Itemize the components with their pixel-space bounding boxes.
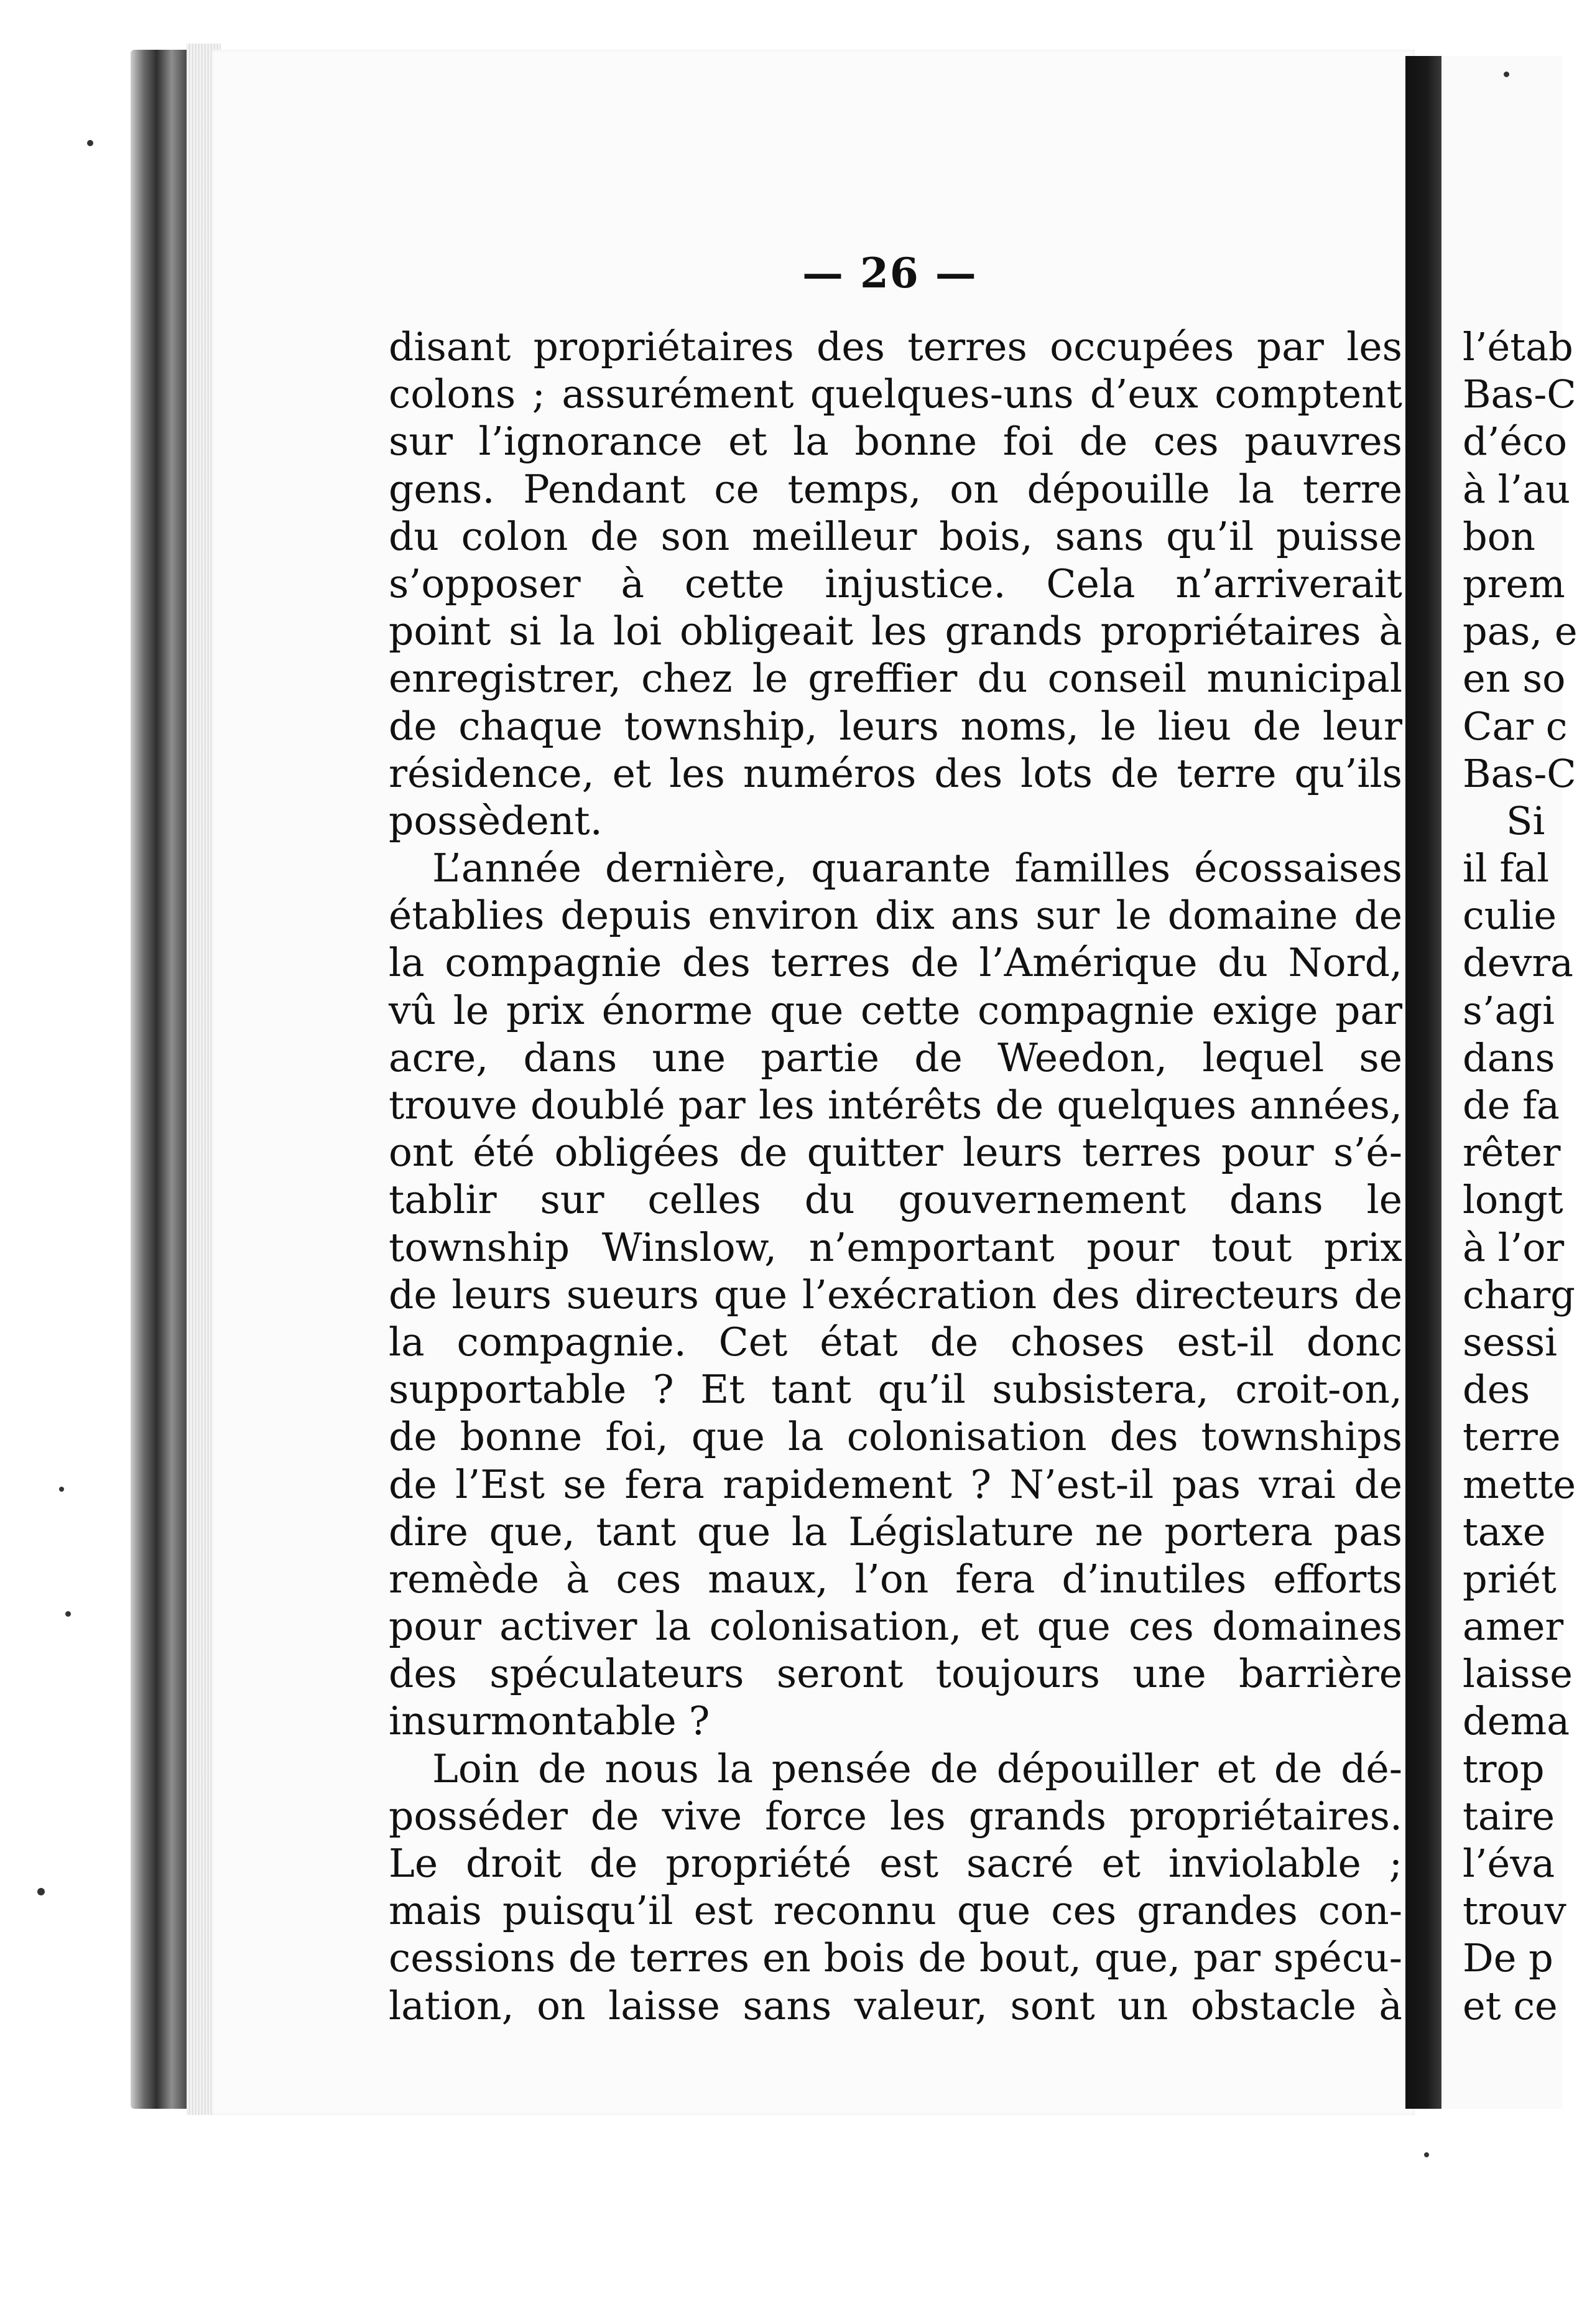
facing-text-line: bon	[1463, 513, 1535, 559]
facing-text-line: des	[1463, 1367, 1530, 1413]
facing-text-line: trouv	[1463, 1888, 1566, 1934]
text-line: de chaque township, leurs noms, le lieu de leur	[389, 703, 1402, 749]
text-line: posséder de vive force les grands propriétaires.	[389, 1793, 1402, 1839]
facing-text-line: l’étab	[1463, 324, 1573, 370]
text-line: gens. Pendant ce temps, on dépouille la terre	[389, 466, 1402, 512]
text-line: colons ; assurément quelques-uns d’eux comptent	[389, 371, 1402, 417]
facing-text-line: culie	[1463, 893, 1557, 939]
facing-text-line: De p	[1463, 1935, 1553, 1981]
text-line: du colon de son meilleur bois, sans qu’il puisse	[389, 513, 1402, 559]
facing-text-line: priét	[1463, 1556, 1557, 1602]
facing-text-line: Bas-C	[1463, 750, 1576, 796]
text-line: tablir sur celles du gouvernement dans le	[389, 1177, 1402, 1223]
text-line: point si la loi obligeait les grands propriétaires à	[389, 608, 1402, 654]
dust-speck	[65, 1611, 71, 1617]
text-line: enregistrer, chez le greffier du conseil municipal	[389, 656, 1402, 702]
text-line: de bonne foi, que la colonisation des townships	[389, 1414, 1402, 1460]
facing-text-line: pas, e	[1463, 608, 1578, 654]
facing-text-line: longt	[1463, 1177, 1563, 1223]
page-number: — 26 —	[802, 249, 978, 297]
text-line: établies depuis environ dix ans sur le domaine de	[389, 893, 1402, 939]
text-line: township Winslow, n’emportant pour tout prix	[389, 1224, 1402, 1270]
facing-text-line: à l’or	[1463, 1224, 1565, 1270]
dust-speck	[87, 140, 93, 146]
text-line: résidence, et les numéros des lots de terre qu’ils	[389, 750, 1402, 796]
facing-text-line: rêter	[1463, 1130, 1561, 1176]
text-line: vû le prix énorme que cette compagnie exige par	[389, 987, 1402, 1033]
text-line: sur l’ignorance et la bonne foi de ces pauvres	[389, 419, 1402, 465]
text-line: la compagnie des terres de l’Amérique du Nord,	[389, 940, 1402, 986]
text-line: acre, dans une partie de Weedon, lequel se	[389, 1034, 1402, 1081]
facing-text-line: Bas-C	[1463, 371, 1576, 417]
text-line: ont été obligées de quitter leurs terres pour s’é-	[389, 1130, 1402, 1176]
dust-speck	[1424, 2152, 1429, 2157]
text-line: dire que, tant que la Législature ne portera pas	[389, 1508, 1402, 1555]
facing-text-line: Car c	[1463, 703, 1568, 749]
text-line: pour activer la colonisation, et que ces domaines	[389, 1604, 1402, 1650]
text-line: lation, on laisse sans valeur, sont un obstacle à	[389, 1982, 1402, 2029]
facing-text-line: d’éco	[1463, 419, 1568, 465]
facing-text-line: amer	[1463, 1604, 1564, 1650]
text-line: la compagnie. Cet état de choses est-il donc	[389, 1319, 1402, 1365]
text-line: insurmontable ?	[389, 1698, 710, 1744]
facing-text-line: il fal	[1463, 845, 1550, 891]
facing-text-line: prem	[1463, 560, 1565, 607]
text-line: s’opposer à cette injustice. Cela n’arriverait	[389, 560, 1402, 607]
dust-speck	[1504, 72, 1509, 77]
facing-text-line: Si	[1506, 797, 1545, 844]
text-line: disant propriétaires des terres occupées par les	[389, 324, 1402, 370]
facing-text-line: trop	[1463, 1745, 1545, 1792]
facing-text-line: à l’au	[1463, 466, 1571, 512]
text-line: trouve doublé par les intérêts de quelques années,	[389, 1082, 1402, 1128]
facing-text-line: taire	[1463, 1793, 1555, 1839]
dust-speck	[37, 1888, 45, 1895]
text-line: cessions de terres en bois de bout, que, par spécu-	[389, 1935, 1402, 1981]
facing-text-line: sessi	[1463, 1319, 1557, 1365]
facing-text-line: taxe	[1463, 1508, 1546, 1555]
facing-text-line: terre	[1463, 1414, 1561, 1460]
text-line: mais puisqu’il est reconnu que ces grandes con-	[389, 1888, 1402, 1934]
facing-text-line: dema	[1463, 1698, 1570, 1744]
facing-text-line: dans	[1463, 1034, 1555, 1081]
dust-speck	[59, 1487, 64, 1492]
facing-text-line: devra	[1463, 940, 1574, 986]
text-line: Le droit de propriété est sacré et inviolable ;	[389, 1841, 1402, 1886]
text-line: de leurs sueurs que l’exécration des directeurs de	[389, 1271, 1402, 1318]
facing-text-line: laisse	[1463, 1651, 1573, 1697]
text-line: remède à ces maux, l’on fera d’inutiles efforts	[389, 1556, 1402, 1602]
text-line: possèdent.	[389, 797, 603, 844]
book-gutter	[1405, 56, 1441, 2109]
text-line: de l’Est se fera rapidement ? N’est-il pas vrai de	[389, 1461, 1402, 1507]
facing-text-line: mette	[1463, 1461, 1576, 1507]
text-line: Loin de nous la pensée de dépouiller et de dé-	[432, 1745, 1402, 1792]
facing-text-line: de fa	[1463, 1082, 1560, 1128]
facing-text-line: en so	[1463, 656, 1566, 702]
facing-text-line: s’agi	[1463, 987, 1555, 1033]
facing-text-line: l’éva	[1463, 1841, 1555, 1886]
text-line: des spéculateurs seront toujours une barrière	[389, 1651, 1402, 1697]
text-line: L’année dernière, quarante familles écossaises	[432, 845, 1402, 891]
facing-page-text	[1463, 323, 1587, 2030]
facing-text-line: et ce	[1463, 1982, 1558, 2029]
facing-text-line: charg	[1463, 1271, 1575, 1318]
text-line: supportable ? Et tant qu’il subsistera, croit-on,	[389, 1367, 1402, 1413]
main-text-block	[389, 323, 1402, 2030]
